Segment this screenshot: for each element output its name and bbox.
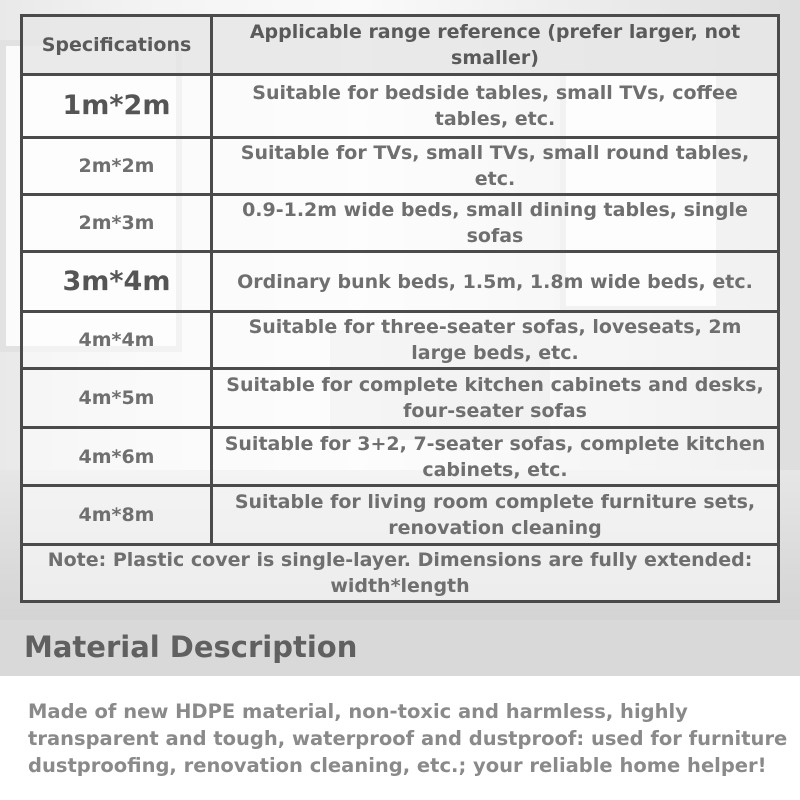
row-desc: 0.9-1.2m wide beds, small dining tables, single sofas: [212, 195, 779, 252]
material-text: Made of new HDPE material, non-toxic and harmless, highly transparent and tough, waterproof and dustproof: used for furniture dustproofing, renovation cleaning, etc.; your reliable home helper!: [28, 700, 788, 777]
row-size: 1m*2m: [22, 75, 212, 138]
row-desc: Suitable for complete kitchen cabinets and desks, four-seater sofas: [212, 369, 779, 428]
table-row: [22, 428, 779, 486]
material-title: Material Description: [24, 630, 358, 664]
row-desc: Suitable for 3+2, 7-seater sofas, complete kitchen cabinets, etc.: [212, 428, 779, 486]
header-specifications: Specifications: [22, 16, 212, 75]
specifications-table: [20, 14, 780, 603]
row-desc: Suitable for three-seater sofas, loveseats, 2m large beds, etc.: [212, 312, 779, 369]
row-desc: Suitable for TVs, small TVs, small round tables, etc.: [212, 138, 779, 195]
row-size: 4m*5m: [22, 369, 212, 428]
material-title-band: [0, 620, 800, 676]
table-row: [22, 138, 779, 195]
row-desc: Suitable for bedside tables, small TVs, coffee tables, etc.: [212, 75, 779, 138]
row-size: 4m*8m: [22, 486, 212, 545]
row-size: 3m*4m: [22, 252, 212, 312]
table-note: Note: Plastic cover is single-layer. Dimensions are fully extended: width*length: [22, 545, 779, 602]
row-size: 2m*2m: [22, 138, 212, 195]
row-desc: Suitable for living room complete furniture sets, renovation cleaning: [212, 486, 779, 545]
table-row: [22, 252, 779, 312]
row-desc: Ordinary bunk beds, 1.5m, 1.8m wide beds, etc.: [212, 252, 779, 312]
row-size: 4m*4m: [22, 312, 212, 369]
table-row: [22, 75, 779, 138]
row-size: 2m*3m: [22, 195, 212, 252]
table-row: [22, 486, 779, 545]
row-size: 4m*6m: [22, 428, 212, 486]
table-header-row: [22, 16, 779, 75]
table-row: [22, 195, 779, 252]
table-note-row: [22, 545, 779, 602]
table-row: [22, 312, 779, 369]
table-row: [22, 369, 779, 428]
header-range: Applicable range reference (prefer larger, not smaller): [212, 16, 779, 75]
